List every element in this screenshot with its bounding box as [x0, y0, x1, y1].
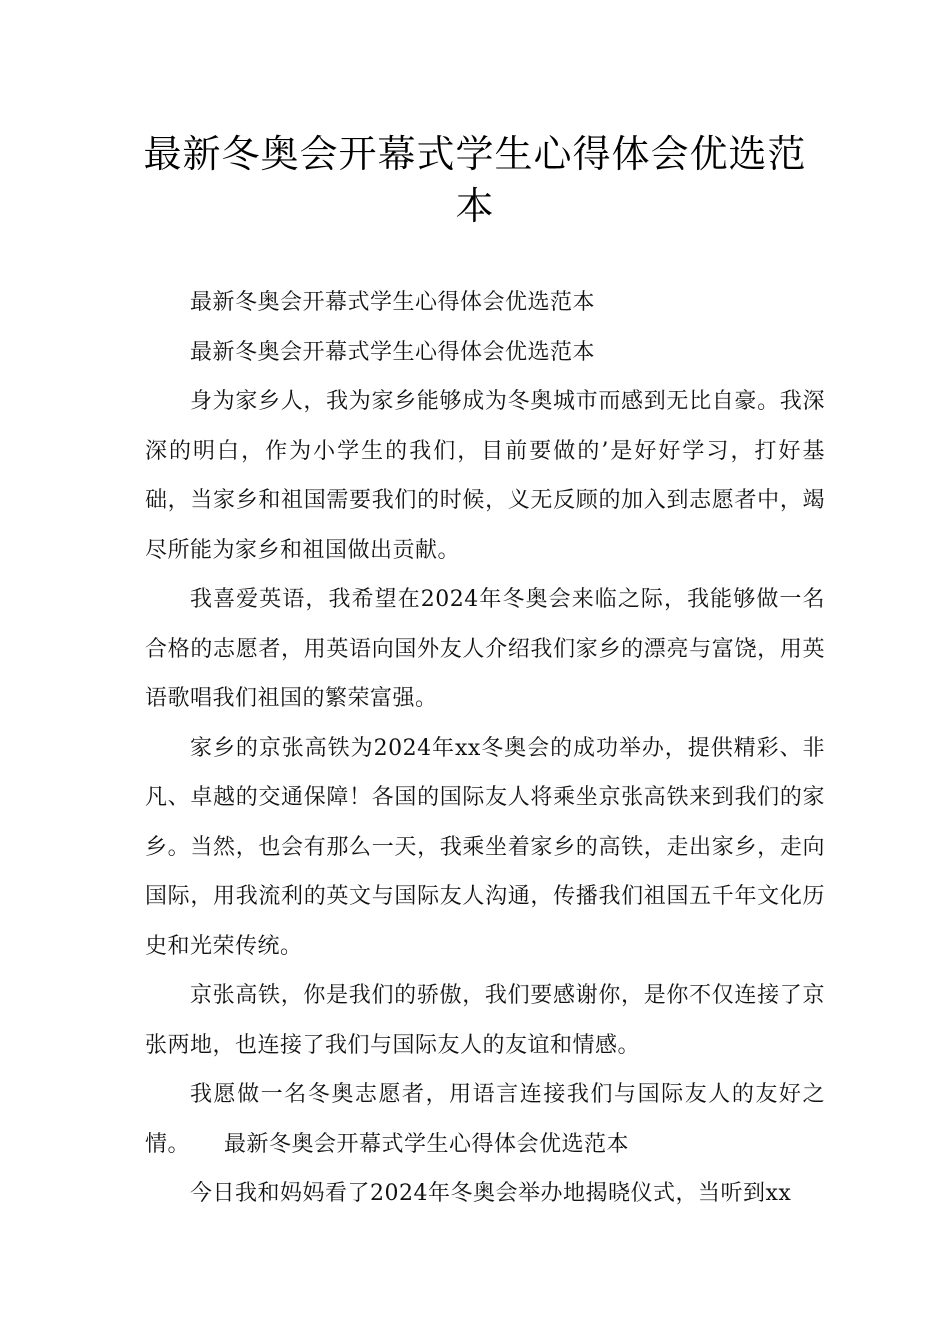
paragraph-volunteer-wish: 我愿做一名冬奥志愿者，用语言连接我们与国际友人的友好之情。 最新冬奥会开幕式学生心得体会优选范本 [145, 1082, 825, 1157]
paragraph-ceremony: 今日我和妈妈看了2024年冬奥会举办地揭晓仪式，当听到xx [190, 1181, 792, 1206]
document-title: 最新冬奥会开幕式学生心得体会优选范本 [143, 132, 807, 228]
paragraph-subtitle-1: 最新冬奥会开幕式学生心得体会优选范本 [190, 290, 596, 315]
paragraph-high-speed-rail: 家乡的京张高铁为2024年xx冬奥会的成功举办，提供精彩、非凡、卓越的交通保障！各国的国际友人将乘坐京张高铁来到我们的家乡。当然，也会有那么一天，我乘坐着家乡的高铁，走出家乡，走向国际，用我流利的英文与国际友人沟通，传播我们祖国五千年文化历史和光荣传统。 [145, 735, 825, 959]
paragraph-rail-gratitude: 京张高铁，你是我们的骄傲，我们要感谢你，是你不仅连接了京张两地，也连接了我们与国际友人的友谊和情感。 [145, 983, 825, 1058]
paragraph-english-volunteer: 我喜爱英语，我希望在2024年冬奥会来临之际，我能够做一名合格的志愿者，用英语向国外友人介绍我们家乡的漂亮与富饶，用英语歌唱我们祖国的繁荣富强。 [145, 587, 825, 711]
document-body [145, 278, 825, 1219]
paragraph-hometown-pride: 身为家乡人，我为家乡能够成为冬奥城市而感到无比自豪。我深深的明白，作为小学生的我们，目前要做的’是好好学习，打好基础，当家乡和祖国需要我们的时候，义无反顾的加入到志愿者中，竭尽所能为家乡和祖国做出贡献。 [145, 389, 825, 563]
paragraph-subtitle-2: 最新冬奥会开幕式学生心得体会优选范本 [190, 339, 596, 365]
